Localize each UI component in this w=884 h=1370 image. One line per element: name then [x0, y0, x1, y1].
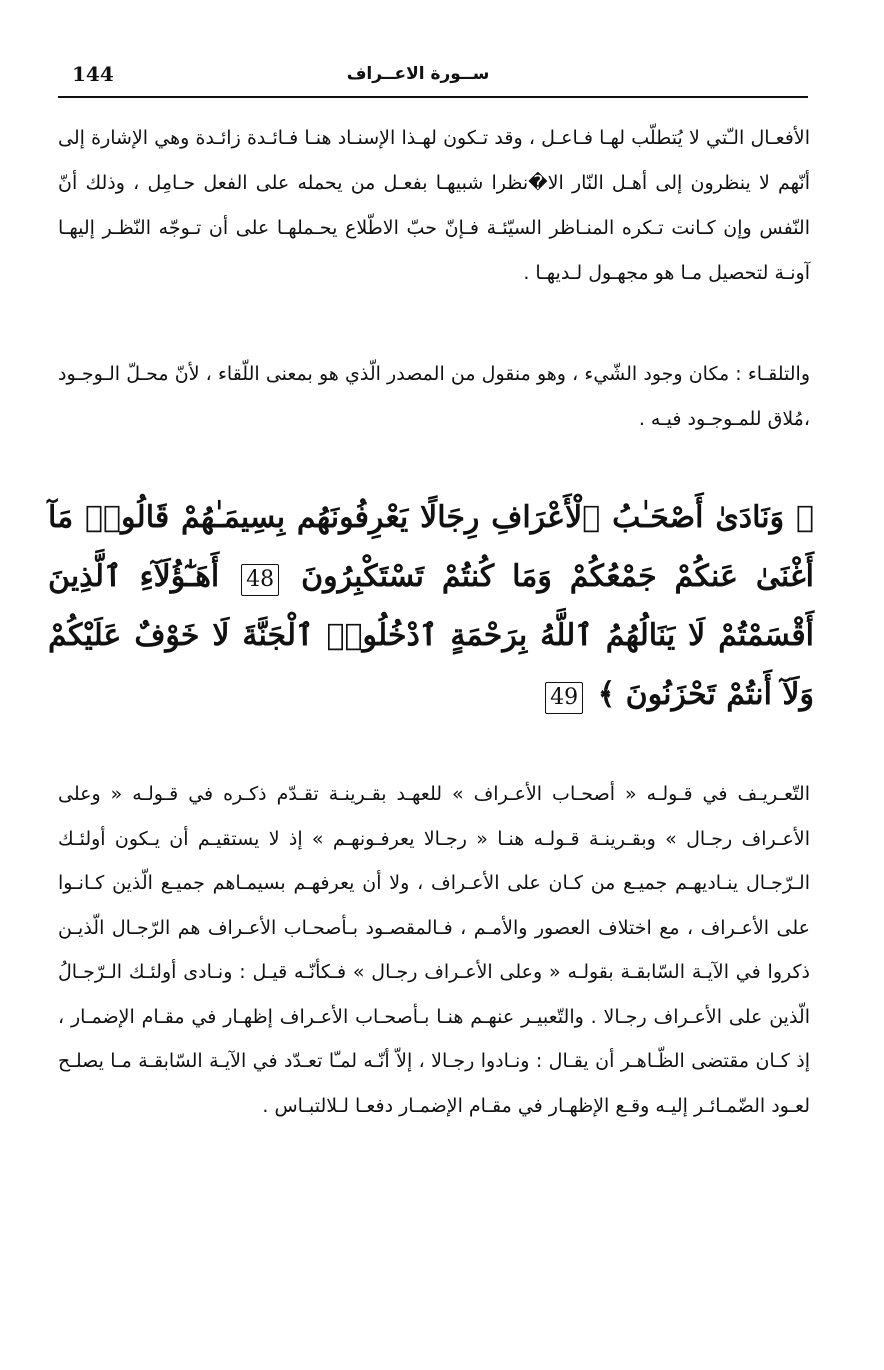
paragraph-text: التّعـريـف في قـولـه « أصحـاب الأعـراف » للعهـد بقـرينـة تقـدّم ذكـره في قـولـه « وعلى الأعـراف رجـال » وبقـرينـة قـولـه هنـا « رجـالا يعرفـونهـم » إذ لا يستقيـم أن يـكون أولئـك الـرّجـال ينـاديهـم جميـع من كـان على الأعـراف ، ولا أن يعرفهـم بسيمـاهم جميـع الّذين كـانـوا على الأعـراف ، مع اختلاف العصور والأمـم ، فـالمقصـود بـأصحـاب الأعـراف هم الرّجـال الّذيـن ذكروا في الآيـة السّابقـة بقولـه « وعلى الأعـراف رجـال » فـكأنّـه قيـل : ونـادى أولئـك الـرّجـالُ الّذين على الأعـراف رجـالا . والتّعبيـر عنهـم هنـا بـأصحـاب الأعـراف إظهـار في مقـام الإضمـار ، إذ كـان مقتضى الظّـاهـر أن يقـال : ونـادوا رجـالا ، إلاّ أنّـه لمـّا تعـدّد في الآيـة السّابقـة مـا يصلـح لعـود الضّمـائـر إليـه وقـع الإظهـار في مقـام الإضمـار دفعـا لـلالتبـاس . — [58, 783, 810, 1117]
page-header — [58, 56, 808, 98]
paragraph-text: والتلقـاء : مكان وجود الشّيء ، وهو منقول من المصدر الّذي هو بمعنى اللّقاء ، لأنّ محـلّ الـوجـود ،مُلاق للمـوجـود فيـه . — [58, 363, 810, 430]
ayah-number-49: 49 — [545, 682, 583, 714]
verse-text-49: أَهَـٰٓؤُلَآءِ ٱلَّذِينَ أَقْسَمْتُمْ لَا يَنَالُهُمُ ٱللَّهُ بِرَحْمَةٍ ٱدْخُلُوا۟ ٱلْجَنَّةَ لَا خَوْفٌ عَلَيْكُمْ وَلَآ أَنتُمْ تَحْزَنُونَ — [48, 559, 814, 712]
ayah-number-48: 48 — [241, 564, 279, 596]
quran-verse-block — [48, 488, 814, 724]
page-number: 144 — [72, 62, 114, 86]
verse-open-bracket: ﴿ — [795, 500, 814, 535]
surah-running-title: ســورة الاعــراف — [346, 64, 490, 84]
commentary-paragraph-3 — [58, 772, 810, 1128]
commentary-paragraph-1 — [58, 116, 810, 296]
verse-text-48: وَنَادَىٰ أَصْحَـٰبُ ٱلْأَعْرَافِ رِجَالًا يَعْرِفُونَهُم بِسِيمَـٰهُمْ قَالُوا۟ مَآ أَغْنَىٰ عَنكُمْ جَمْعُكُمْ وَمَا كُنتُمْ تَسْتَكْبِرُونَ — [48, 500, 815, 594]
verse-close-bracket: ﴾ — [597, 677, 616, 712]
commentary-paragraph-2 — [58, 352, 810, 442]
paragraph-text: الأفعـال الـّتي لا يُتطلّب لهـا فـاعـل ، وقد تـكون لهـذا الإسنـاد هنـا فـائـدة زائـدة وهي الإشارة إلى أنّهم لا ينظرون إلى أهـل النّار الا�نظرا شبيهـا بفعـل من يحمله على الفعل حـامِل ، وذلك أنّ النّفس وإن كـانت تـكره المنـاظر السيّئـة فـإنّ حبّ الاطّلاع يحـملهـا على أن تـوجّه النّظـر إليهـا آونـة لتحصيل مـا هو مجهـول لـديهـا . — [58, 127, 810, 284]
